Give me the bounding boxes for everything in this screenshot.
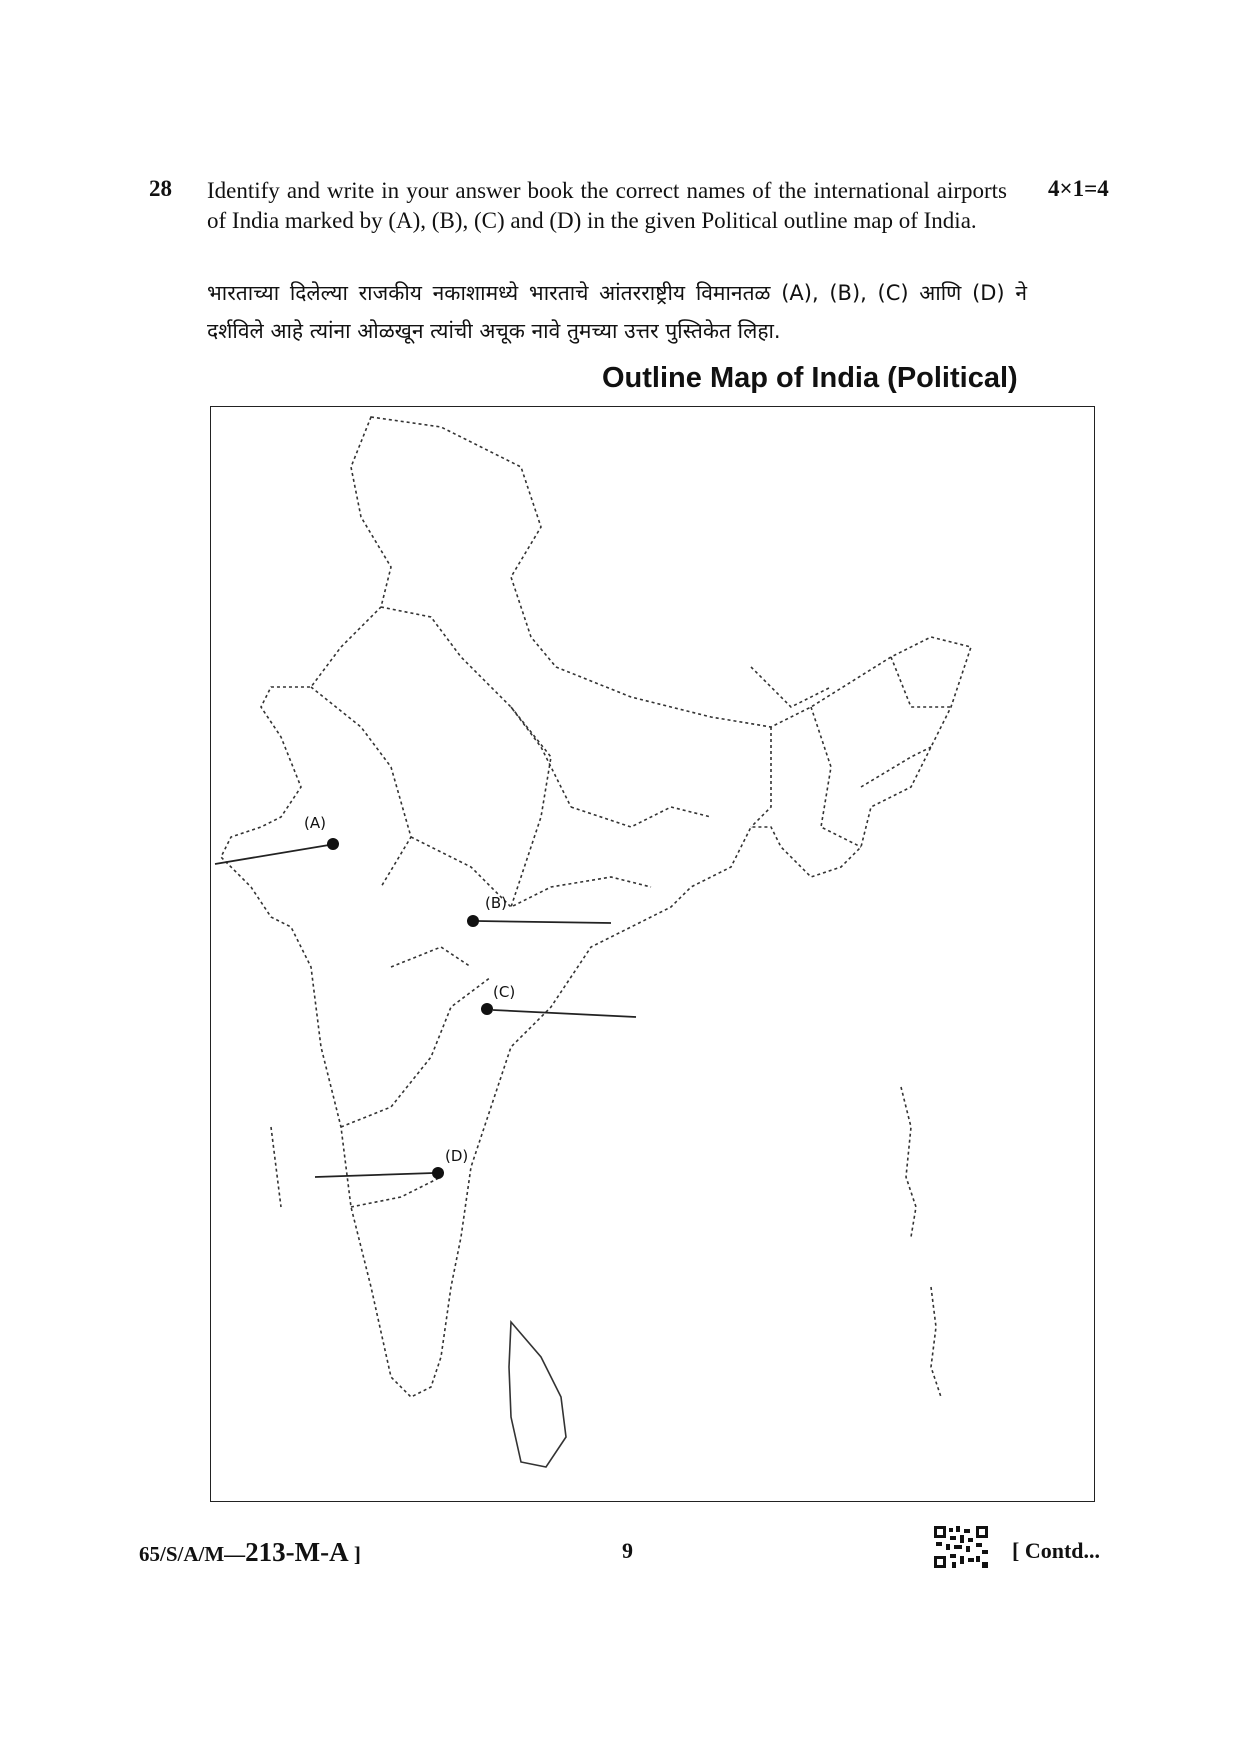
contd-label: [ Contd...: [1012, 1538, 1101, 1563]
india-outline-map: [211, 407, 1096, 1503]
map-frame: [210, 406, 1095, 1502]
marker-c-label: (C): [493, 983, 516, 1001]
question-marks: 4×1=4: [1048, 176, 1109, 201]
marker-d-label: (D): [445, 1147, 469, 1165]
marker-b-dot: [467, 915, 479, 927]
marker-b-label: (B): [485, 894, 507, 912]
question-number: 28: [149, 176, 172, 201]
page-number: 9: [622, 1538, 633, 1563]
marker-c-dot: [481, 1003, 493, 1015]
map-title: Outline Map of India (Political): [602, 362, 1018, 394]
marker-a-dot: [327, 838, 339, 850]
paper-code-prefix: 65/S/A/M—: [139, 1542, 246, 1566]
paper-code: [139, 1537, 361, 1568]
question-text-english: Identify and write in your answer book the correct names of the international airports of India marked by (A), (B), (C) and (D) in the given Political outline map of India.: [207, 178, 1007, 233]
question-text-marathi: भारताच्या दिलेल्या राजकीय नकाशामध्ये भारताचे आंतरराष्ट्रीय विमानतळ (A), (B), (C) आणि (D) ने दर्शविले आहे त्यांना ओळखून त्यांची अचूक नावे तुमच्या उत्तर पुस्तिकेत लिहा.: [207, 281, 1027, 343]
paper-code-suffix: ]: [348, 1542, 361, 1566]
marker-a-label: (A): [304, 814, 326, 832]
paper-code-main: 213-M-A: [245, 1537, 349, 1567]
qr-code-icon: [934, 1526, 988, 1568]
marker-d-dot: [432, 1167, 444, 1179]
india-border: [221, 417, 971, 1397]
